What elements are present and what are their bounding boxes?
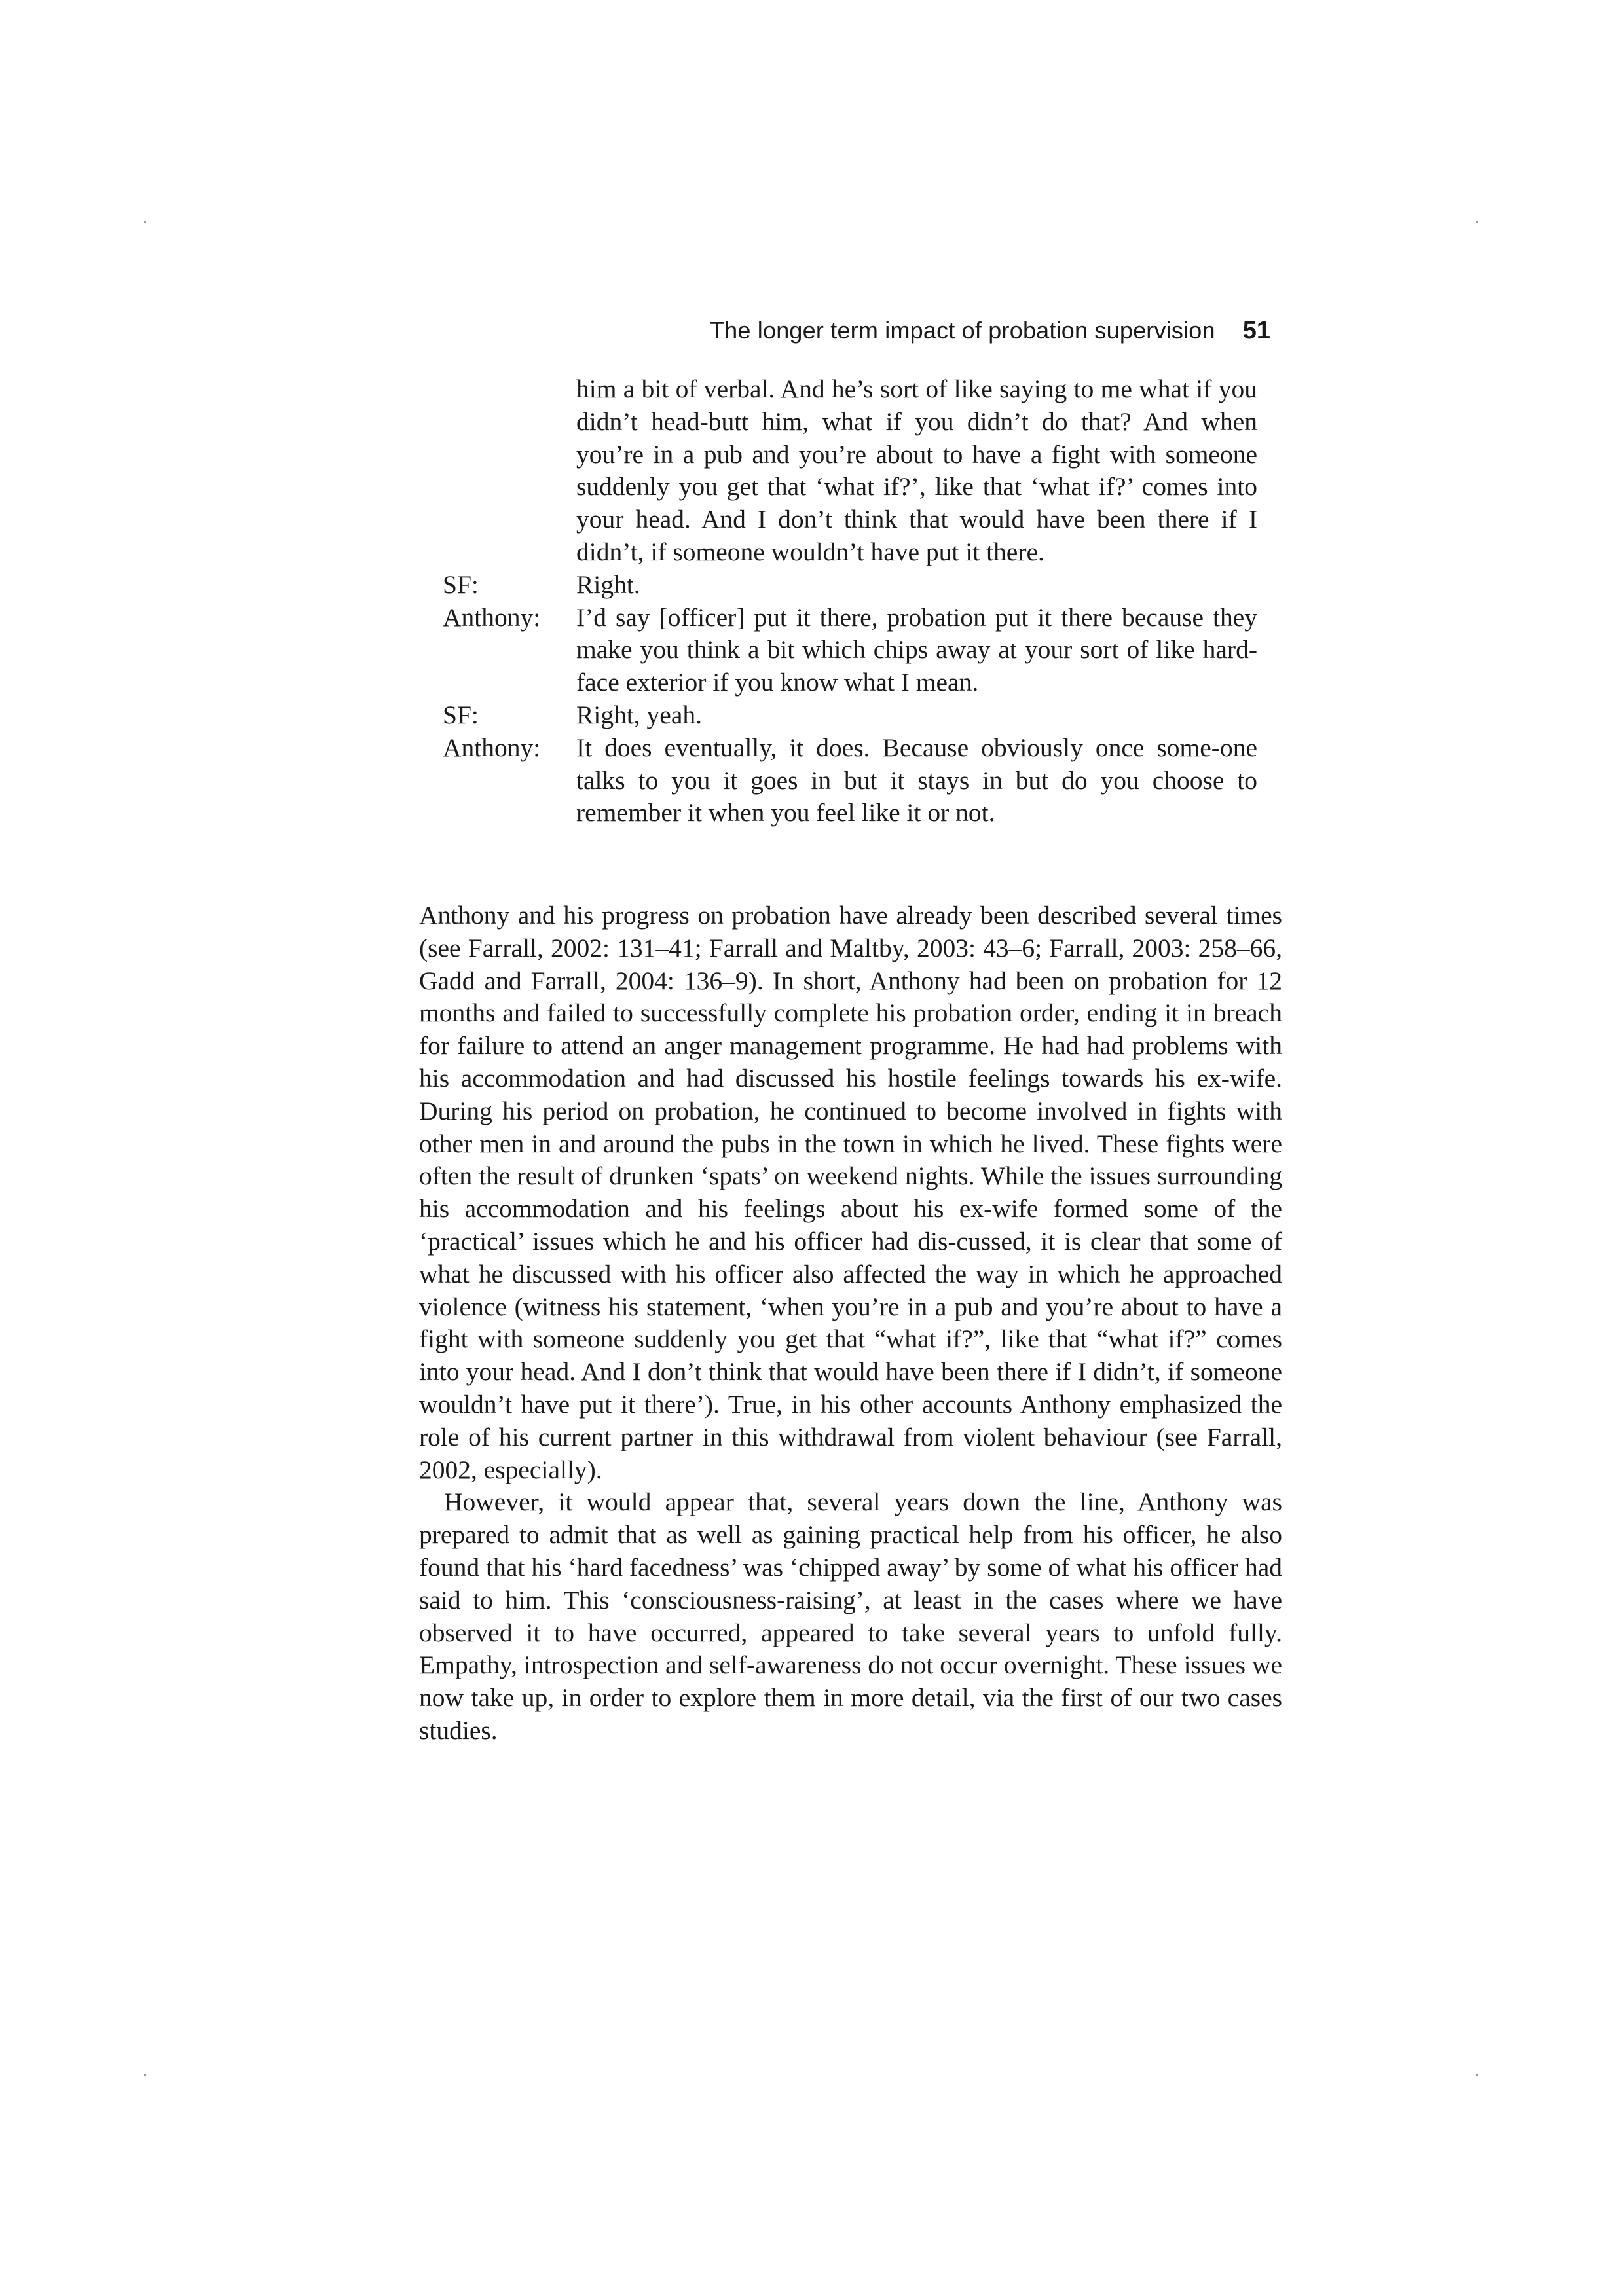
dialogue-turn (419, 569, 1283, 602)
speaker-label: Anthony: (443, 733, 541, 762)
utterance: I’d say [officer] put it there, probation put it there because they make you think a bit which chips away at your sort of like hard-face exterior if you know what I mean. (576, 602, 1257, 697)
speaker-label: SF: (443, 570, 479, 599)
running-head (419, 317, 1270, 351)
dialogue-turn (419, 732, 1283, 829)
utterance: Right, yeah. (576, 700, 702, 729)
crop-mark-bottom-left (144, 2074, 146, 2076)
crop-mark-top-right (1476, 221, 1478, 223)
page-number: 51 (1242, 317, 1270, 344)
utterance: Right. (576, 570, 640, 599)
interview-excerpt (419, 373, 1283, 829)
crop-mark-top-left (144, 221, 146, 223)
dialogue-turn (419, 373, 1283, 569)
body-text (419, 900, 1282, 1747)
paragraph: However, it would appear that, several years down the line, Anthony was prepared to admit that as well as gaining practical help from his officer, he also found that his ‘hard facedness’ was ‘chipped away’ by some of what his officer had said to him. This ‘consciousness-raising’, at least in the cases where we have observed it to have occurred, appeared to take several years to unfold fully. Empathy, introspection and self-awareness do not occur overnight. These issues we now take up, in order to explore them in more detail, via the first of our two cases studies. (419, 1487, 1282, 1745)
running-title: The longer term impact of probation supervision (709, 317, 1215, 344)
crop-mark-bottom-right (1476, 2074, 1478, 2076)
utterance: him a bit of verbal. And he’s sort of like saying to me what if you didn’t head-butt him, what if you didn’t do that? And when you’re in a pub and you’re about to have a fight with someone suddenly you get that ‘what if?’, like that ‘what if?’ comes into your head. And I don’t think that would have been there if I didn’t, if someone wouldn’t have put it there. (576, 374, 1257, 566)
dialogue-turn (419, 602, 1283, 699)
speaker-label: SF: (443, 700, 479, 729)
utterance: It does eventually, it does. Because obviously once some-one talks to you it goes in but it stays in but do you choose to remember it when you feel like it or not. (576, 733, 1257, 828)
speaker-label: Anthony: (443, 602, 541, 632)
paragraph: Anthony and his progress on probation have already been described several times (see Farrall, 2002: 131–41; Farrall and Maltby, 2003: 43–6; Farrall, 2003: 258–66, Gadd and Farrall, 2004: 136–9). In short, Anthony had been on probation for 12 months and failed to successfully complete his probation order, ending it in breach for failure to attend an anger management programme. He had had problems with his accommodation and had discussed his hostile feelings towards his ex-wife. During his period on probation, he continued to become involved in fights with other men in and around the pubs in the town in which he lived. These fights were often the result of drunken ‘spats’ on weekend nights. While the issues surrounding his accommodation and his feelings about his ex-wife formed some of the ‘practical’ issues which he and his officer had dis-cussed, it is clear that some of what he discussed with his officer also affected the way in which he approached violence (witness his statement, ‘when you’re in a pub and you’re about to have a fight with someone suddenly you get that “what if?”, like that “what if?” comes into your head. And I don’t think that would have been there if I didn’t, if someone wouldn’t have put it there’). True, in his other accounts Anthony emphasized the role of his current partner in this withdrawal from violent behaviour (see Farrall, 2002, especially). (419, 901, 1282, 1484)
dialogue-turn (419, 699, 1283, 732)
